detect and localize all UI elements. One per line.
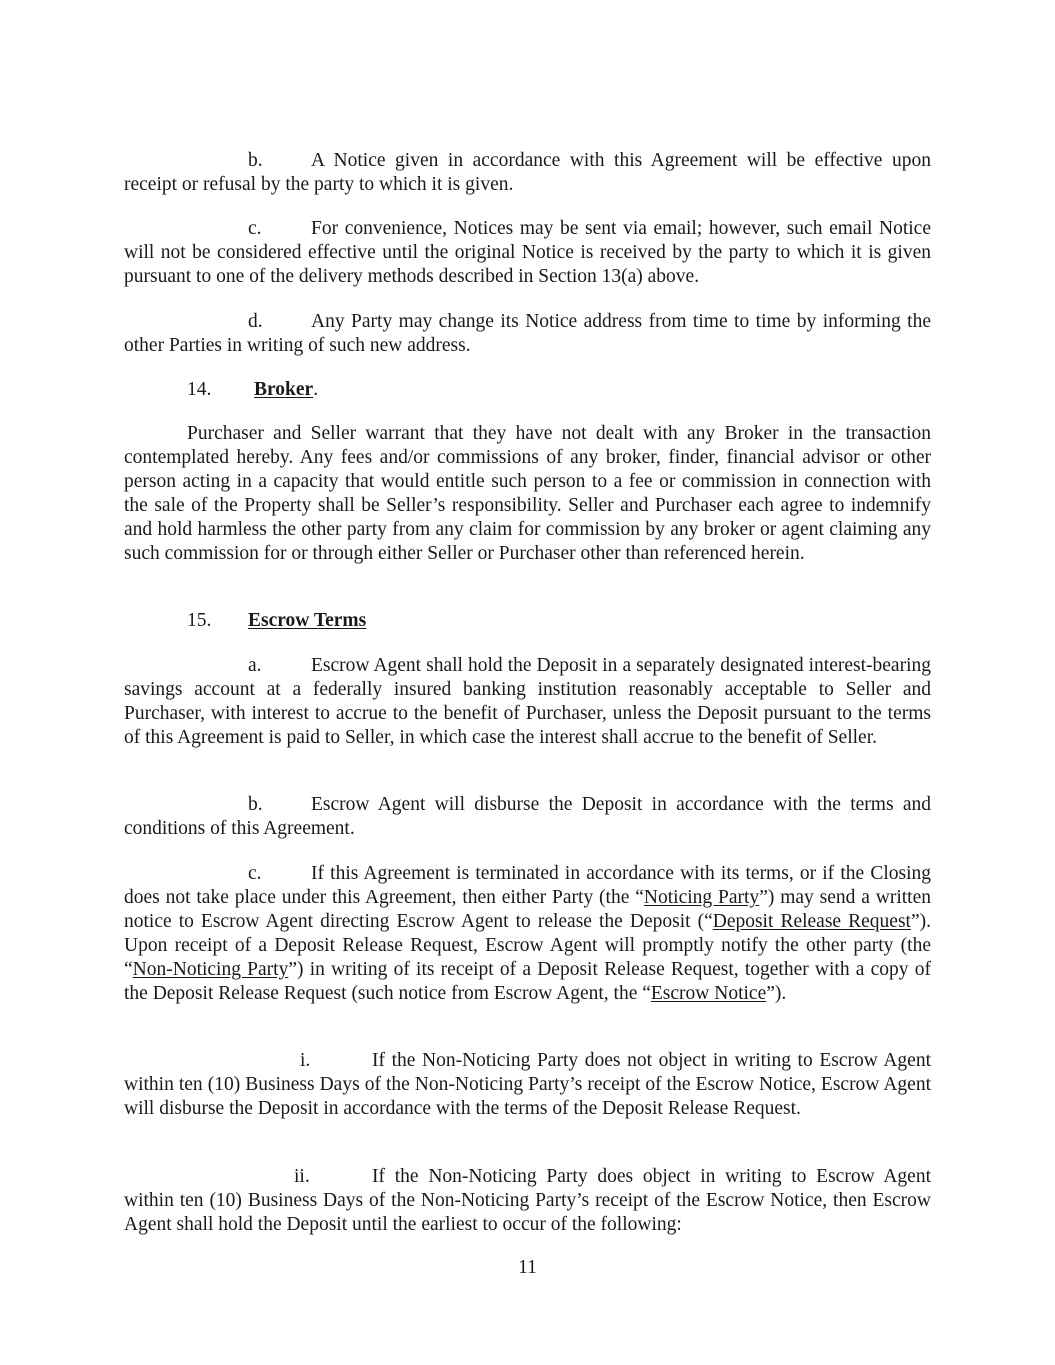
escrow-c-i-text: If the Non-Noticing Party does not object in writing to Escrow Agent within ten (10) Business Days of the Non-Noticing Party’s receipt of the Escrow Notice, Escrow Agent will disburse the Deposit in accordance with the terms of the Deposit Release Request. [124,1050,931,1119]
notice-b-paragraph [124,149,931,197]
defined-term-non-noticing-party: Non-Noticing Party [132,959,289,980]
escrow-b-paragraph [124,793,931,841]
escrow-a-text: Escrow Agent shall hold the Deposit in a separately designated interest-bearing savings account at a federally insured banking institution reasonably acceptable to Seller and Purchaser, with interest to accrue to the benefit of Purchaser, unless the Deposit pursuant to the terms of this Agreement is paid to Seller, in which case the interest shall accrue to the benefit of Seller. [124,655,931,748]
notice-d-paragraph [124,310,931,358]
notice-c-label: c. [248,218,262,239]
escrow-b-text: Escrow Agent will disburse the Deposit in accordance with the terms and conditions of this Agreement. [124,794,931,839]
notice-b-text: A Notice given in accordance with this Agreement will be effective upon receipt or refusal by the party to which it is given. [124,150,931,195]
escrow-a-label: a. [248,655,262,676]
escrow-c-i-paragraph [124,1049,931,1121]
escrow-c-ii-paragraph [124,1165,931,1237]
section-15-title: Escrow Terms [248,610,367,631]
defined-term-escrow-notice: Escrow Notice [650,983,767,1004]
escrow-c-ii-text: If the Non-Noticing Party does object in writing to Escrow Agent within ten (10) Business Days of the Non-Noticing Party’s receipt of the Escrow Notice, then Escrow Agent shall hold the Deposit until the earliest to occur of the following: [124,1166,931,1235]
escrow-c-ii-label: ii. [294,1166,310,1187]
escrow-c-text-3: ”). Upon receipt of a Deposit Release Request, Escrow Agent will promptly notify the other party (the “ [124,911,931,980]
escrow-a-paragraph [124,654,931,750]
section-14-title-suffix: . [313,379,319,400]
section-15-heading [187,609,366,633]
escrow-c-text-1: If this Agreement is terminated in accordance with its terms, or if the Closing does not take place under this Agreement, then either Party (the “ [124,863,931,908]
escrow-c-text-5: ”). [766,983,787,1004]
escrow-b-label: b. [248,794,263,815]
section-15-number: 15. [187,610,212,631]
escrow-c-i-label: i. [300,1050,311,1071]
section-14-heading [187,378,318,402]
escrow-c-paragraph [124,862,931,1006]
defined-term-deposit-release-request: Deposit Release Request [712,911,911,932]
escrow-c-label: c. [248,863,262,884]
section-14-title: Broker [254,379,314,400]
section-14-number: 14. [187,379,212,400]
notice-c-text: For convenience, Notices may be sent via email; however, such email Notice will not be considered effective until the original Notice is received by the party to which it is given pursuant to one of the delivery methods described in Section 13(a) above. [124,218,931,287]
notice-b-label: b. [248,150,263,171]
section-14-body: Purchaser and Seller warrant that they have not dealt with any Broker in the transaction contemplated hereby. Any fees and/or commissions of any broker, finder, financial advisor or other person acting in a capacity that would entitle such person to a fee or commission in connection with the sale of the Property shall be Seller’s responsibility. Seller and Purchaser each agree to indemnify and hold harmless the other party from any claim for commission by any broker or agent claiming any such commission for or through either Seller or Purchaser other than referenced herein. [124,423,931,564]
notice-d-label: d. [248,311,263,332]
escrow-c-text-2: ”) may send a written notice to Escrow Agent directing Escrow Agent to release the Deposit (“ [124,887,932,932]
page-number: 11 [518,1257,537,1278]
escrow-c-text-4: ”) in writing of its receipt of a Deposit Release Request, together with a copy of the Deposit Release Request (such notice from Escrow Agent, the “ [124,959,931,1004]
notice-d-text: Any Party may change its Notice address from time to time by informing the other Parties in writing of such new address. [124,311,931,356]
notice-c-paragraph [124,217,931,289]
defined-term-noticing-party: Noticing Party [643,887,760,908]
